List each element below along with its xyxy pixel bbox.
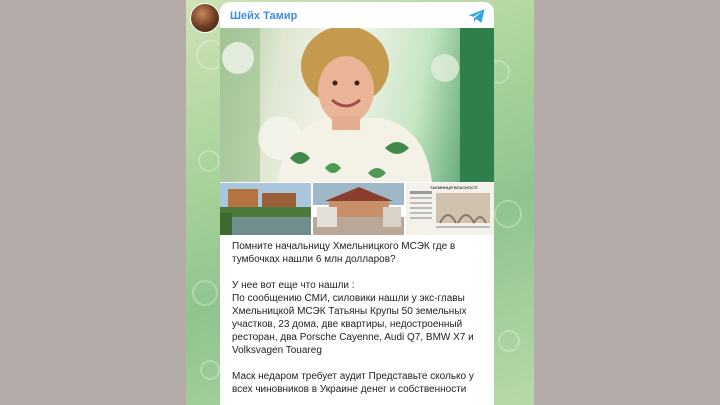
message-paragraph-2: У нее вот еще что нашли : По сообщению СМИ, силовики нашли у экс-главы Хмельницкой МСЭК Татьяны Крупы 50 земельных участков, 23 дома, две квартиры, недостроенный ресторан, два Porsche Cayenne, Audi Q7, BMW X7 и Volksvagen Touareg <box>232 280 474 356</box>
document-thumb-heading: ТАЄМНИЦЯ ВЛАСНОСТІ <box>430 185 478 190</box>
thumbnail-fenced-house[interactable] <box>313 183 404 235</box>
message-paragraph-3: Маск недаром требует аудит Представьте сколько у всех чиновников в Украине денег и собственности <box>232 371 474 395</box>
message-header <box>220 2 494 28</box>
main-photo[interactable] <box>220 28 494 182</box>
message-text <box>232 240 482 405</box>
message-card <box>220 2 494 405</box>
thumbnail-river-houses[interactable] <box>220 183 311 235</box>
photo-thumbnails <box>220 183 494 235</box>
channel-avatar[interactable] <box>190 3 220 33</box>
message-paragraph-1: Помните начальницу Хмельницкого МСЭК где в тумбочках нашли 6 млн долларов? <box>232 241 456 265</box>
telegram-icon[interactable] <box>468 8 486 24</box>
thumbnail-document[interactable] <box>406 183 494 235</box>
channel-name[interactable]: Шейх Тамир <box>230 10 298 22</box>
